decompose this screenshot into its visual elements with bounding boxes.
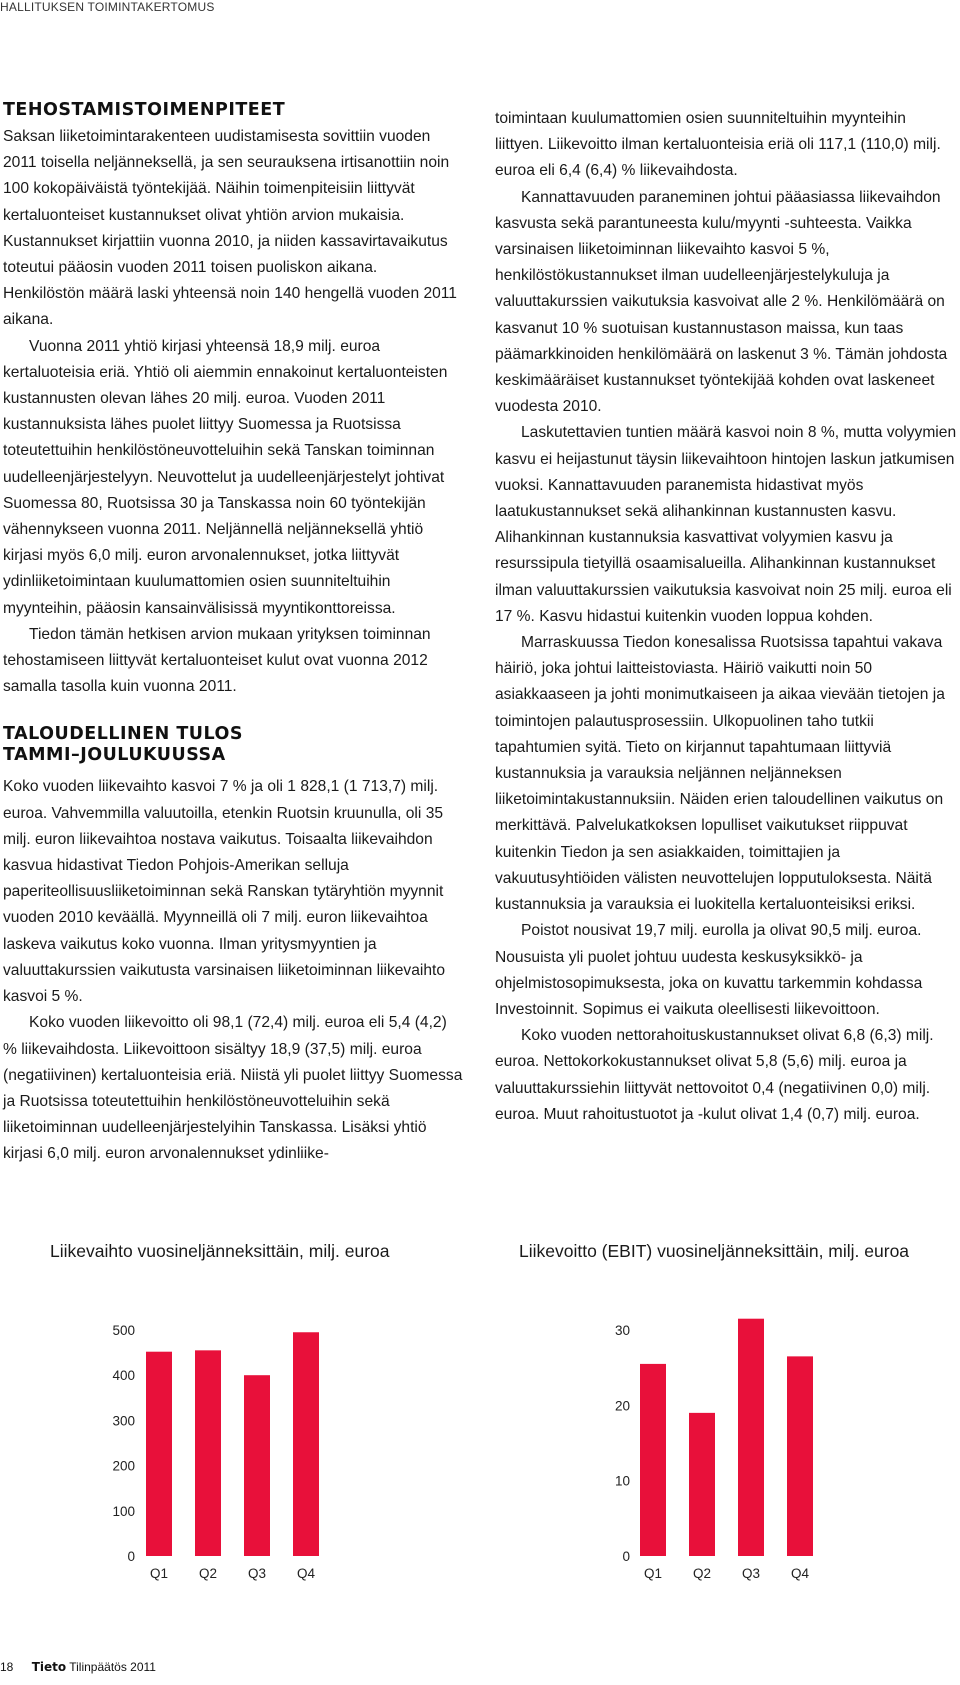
x-tick-label: Q4 [790,1566,810,1581]
left-column [3,100,463,1168]
bar-q1 [146,1352,172,1556]
chart-title-ebit: Liikevoitto (EBIT) vuosineljänneksittäin, milj. euroa [519,1241,910,1261]
y-tick-label: 300 [112,1413,135,1429]
section-header: HALLITUKSEN TOIMINTAKERTOMUS [0,0,215,14]
chart-title-revenue: Liikevaihto vuosineljänneksittäin, milj. euroa [50,1241,390,1261]
ebit-bar-chart [480,1305,960,1605]
x-tick-label: Q3 [741,1566,761,1581]
y-tick-label: 200 [112,1458,135,1474]
y-tick-label: 0 [127,1549,135,1564]
y-tick-label: 100 [112,1503,135,1519]
y-tick-label: 20 [614,1398,630,1414]
page-footer [0,1660,156,1674]
bar-q3 [738,1319,764,1556]
bar-q2 [689,1413,715,1556]
bar-q2 [195,1350,221,1556]
x-tick-label: Q1 [643,1566,663,1581]
y-tick-label: 400 [112,1368,135,1384]
bar-q4 [293,1332,319,1556]
paragraph: Marraskuussa Tiedon konesalissa Ruotsissa tapahtui vakava häiriö, joka johtui laitteistoviasta. Häiriö vaikutti noin 50 asiakkaaseen ja johti monimutkaiseen ja aikaa vievään tietojen ja toimintojen palautusprosessiin. Ulkopuolinen taho tutkii tapahtumien syitä. Tieto on kirjannut tapahtumaan liittyviä kustannuksia ja varauksia neljännen neljänneksen liiketoimintakustannuksiin. Näiden erien taloudellinen vaikutus on merkittävä. Palvelukatkoksen lopulliset vaikutukset riippuvat kuitenkin Tiedon ja sen asiakkaiden, toimittajien ja vakuutusyhtiöiden välisten neuvottelujen lopputuloksesta. Näitä kustannuksia ja varauksia ei luokitella kertaluonteisiksi eriksi. [495,634,945,914]
bar-q3 [244,1375,270,1556]
x-tick-label: Q3 [247,1566,267,1581]
paragraph: Vuonna 2011 yhtiö kirjasi yhteensä 18,9 milj. euroa kertaluoteisia eriä. Yhtiö oli aiemmin ennakoinut kertaluonteisten kustannusten olevan lähes 20 milj. euroa. Vuoden 2011 kustannuksista lähes puolet liittyy Suomessa ja Ruotsissa toteutettuihin henkilöstöneuvotteluihin sekä Tanskan toiminnan uudelleenjärjestelyyn. Neuvottelut ja uudelleenjärjestelyt johtivat Suomessa 80, Ruotsissa 30 ja Tanskassa noin 60 työntekijän vähennykseen vuonna 2011. Neljännellä neljänneksellä yhtiö kirjasi myös 6,0 milj. euron arvonalennukset, jotka liittyvät ydinliiketoimintaan kuulumattomien osien suunniteltuihin myynteihin, pääosin kansainvälisissä myyntikonttoreissa. [3,337,448,617]
paragraph: Koko vuoden liikevaihto kasvoi 7 % ja oli 1 828,1 (1 713,7) milj. euroa. Vahvemmilla valuutoilla, etenkin Ruotsin kruunulla, oli 35 milj. euron liikevaihtoa nostava vaikutus. Toisaalta liikevaihdon kasvua hidastivat Tiedon Pohjois-Amerikan selluja paperiteollisuusliiketoiminnan sekä Ranskan tytäryhtiön myynnit vuoden 2010 keväällä. Myynneillä oli 7 milj. euron liikevaihtoa laskeva vaikutus koko vuonna. Ilman yritysmyyntien ja valuuttakurssien vaikutusta varsinaisen liiketoiminnan liikevaihto kasvoi 5 %. [3,778,446,1006]
paragraph: Kannattavuuden paraneminen johtui pääasiassa liikevaihdon kasvusta sekä parantuneesta kulu/myynti -suhteesta. Vaikka varsinaisen liiketoiminnan liikevaihto kasvoi 5 %, henkilöstökustannukset ilman uudelleenjärjestelykuluja ja valuuttakurssien vaikutuksia kasvoivat alle 2 %. Henkilömäärä on kasvanut 10 % suotuisan kustannustason maissa, kun taas päämarkkinoiden henkilömäärä on laskenut 3 %. Tämän johdosta keskimääräiset kustannukset työntekijää kohden ovat laskeneet vuodesta 2010. [495,188,948,416]
paragraph: Saksan liiketoimintarakenteen uudistamisesta sovittiin vuoden 2011 toisella neljänneksellä, ja sen seurauksena irtisanottiin noin 100 kokopäiväistä työntekijää. Näihin toimenpiteisiin liittyvät kertaluonteiset kustannukset olivat yhtiön arvion mukaisia. Kustannukset kirjattiin vuonna 2010, ja niiden kassavirtavaikutus toteutui pääosin vuoden 2011 toisen puoliskon aikana. Henkilöstön määrä laski yhteensä noin 140 hengellä vuoden 2011 aikana. [3,128,457,329]
heading-tehostamistoimenpiteet: TEHOSTAMISTOIMENPITEET [3,100,286,120]
x-tick-label: Q4 [296,1566,316,1581]
heading-line: TAMMI–JOULUKUUSSA [3,745,226,766]
paragraph: Koko vuoden liikevoitto oli 98,1 (72,4) milj. euroa eli 5,4 (4,2) % liikevaihdosta. Liikevoittoon sisältyy 18,9 (37,5) milj. euroa (negatiivinen) kertaluonteisia eriä. Niistä yli puolet liittyy Suomessa ja Ruotsissa toteutettuihin henkilöstöneuvotteluihin sekä liiketoiminnan uudelleenjärjestelyihin Tanskassa. Lisäksi yhtiö kirjasi 6,0 milj. euron arvonalennukset ydinliike- [3,1014,463,1163]
page-number: 18 [0,1660,14,1674]
y-tick-label: 500 [112,1323,135,1338]
paragraph: Tiedon tämän hetkisen arvion mukaan yrityksen toiminnan tehostamiseen liittyvät kertaluonteiset kulut ovat vuonna 2012 samalla tasolla kuin vuonna 2011. [3,625,431,696]
heading-taloudellinen-tulos [3,724,463,766]
document-name: Tilinpäätös 2011 [69,1660,156,1674]
y-tick-label: 0 [622,1549,630,1564]
paragraph: Laskutettavien tuntien määrä kasvoi noin 8 %, mutta volyymien kasvu ei heijastunut täysin liikevaihtoon hintojen laskun jatkumisen vuoksi. Kannattavuuden paranemista hidastivat myös laatukustannukset sekä alihankinnan kustannusten kasvu. Alihankinnan kustannuksia kasvattivat volyymien kasvu ja resurssipula tietyillä osaamisalueilla. Alihankinnan kustannukset ilman valuuttakurssien vaikutuksia kasvoivat noin 25 milj. euroa eli 17 %. Kasvu hidastui kuitenkin vuoden loppua kohden. [495,424,957,625]
paragraph: Poistot nousivat 19,7 milj. eurolla ja olivat 90,5 milj. euroa. Nousuista yli puolet johtuu uudesta keskusyksikkö- ja ohjelmistosopimuksesta, joka on kuvattu tarkemmin kohdassa Investoinnit. Sopimus ei vaikuta oleellisesti liikevoittoon. [495,922,923,1018]
y-tick-label: 10 [614,1473,630,1489]
x-tick-label: Q1 [149,1566,169,1581]
bar-q4 [787,1356,813,1556]
y-tick-label: 30 [614,1323,630,1338]
revenue-bar-chart [0,1305,480,1605]
x-tick-label: Q2 [692,1566,712,1581]
bar-q1 [640,1364,666,1556]
paragraph: Koko vuoden nettorahoituskustannukset olivat 6,8 (6,3) milj. euroa. Nettokorkokustannukset olivat 5,8 (5,6) milj. euroa ja valuuttakurssiehin liittyvät nettovoitot 0,4 (negatiivinen 0,0) milj. euroa. Muut rahoitustuotot ja -kulut olivat 1,4 (0,7) milj. euroa. [495,1027,934,1123]
brand-name: Tieto [31,1660,67,1674]
heading-line: TALOUDELLINEN TULOS [3,724,244,745]
right-column [495,106,957,1128]
paragraph: toimintaan kuulumattomien osien suunniteltuihin myynteihin liittyen. Liikevoitto ilman kertaluonteisia eriä oli 117,1 (110,0) milj. euroa eli 6,4 (6,4) % liikevaihdosta. [495,110,941,180]
x-tick-label: Q2 [198,1566,218,1581]
